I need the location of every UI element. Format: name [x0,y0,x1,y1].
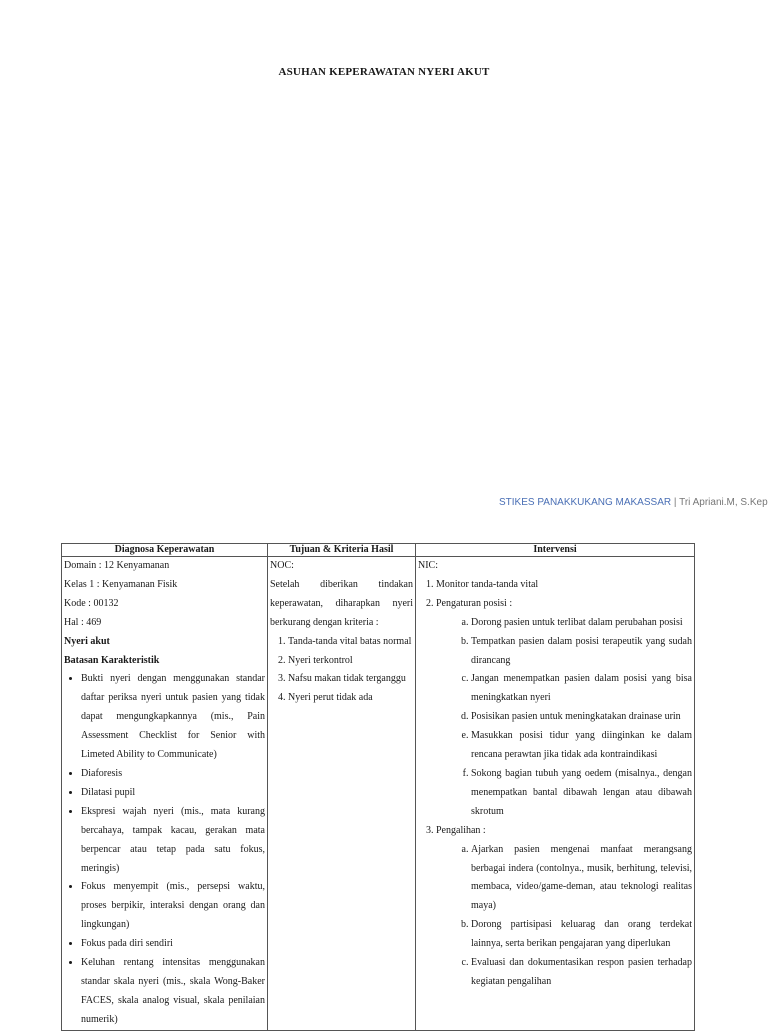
posisi-sublist [436,614,692,822]
list-item: c. Jangan menempatkan pasien dalam posisi yang bisa meningkatkan nyeri [471,670,692,708]
intervensi-item-1: Monitor tanda-tanda vital [436,578,539,590]
intervensi-item-3: Pengalihan : [436,824,486,836]
tujuan-cell [268,557,416,1031]
intervensi-item-2: Pengaturan posisi : [436,597,513,609]
list-item: a. Dorong pasien untuk terlibat dalam perubahan posisi [471,614,692,633]
list-item: 1. Tanda-tanda vital batas normal [288,633,413,652]
list-item: 4. Nyeri perut tidak ada [288,689,413,708]
list-item: • Ekspresi wajah nyeri (mis., mata kurang bercahaya, tampak kacau, gerakan mata berpencar atau tetap pada satu fokus, meringis) [81,803,265,879]
kriteria-list [270,633,413,709]
diagnosa-kode: Kode : 00132 [64,597,119,609]
list-item: 2. Nyeri terkontrol [288,652,413,671]
list-item: • Dilatasi pupil [81,784,265,803]
diagnosa-hal: Hal : 469 [64,616,102,628]
header-intervensi: Intervensi [416,544,695,557]
diagnosa-kelas: Kelas 1 : Kenyamanan Fisik [64,578,178,590]
footer-institution: STIKES PANAKKUKANG MAKASSAR [499,497,672,508]
list-item: b. Tempatkan pasien dalam posisi terapeutik yang sudah dirancang [471,633,692,671]
list-item: a. Ajarkan pasien mengenai manfaat merangsang berbagai indera (contolnya., musik, berhitung, televisi, membaca, video/game-deman, atau teknologi realitas maya) [471,841,692,917]
batasan-list [64,670,265,1029]
nic-label: NIC: [418,560,438,571]
noc-label: NOC: [270,560,294,571]
intervensi-list [418,576,692,992]
list-item: e. Masukkan posisi tidur yang diinginkan ke dalam rencana perawtan jika tidak ada kontraindikasi [471,727,692,765]
pengalihan-sublist [436,841,692,992]
diagnosa-cell [62,557,268,1031]
list-item: c. Evaluasi dan dokumentasikan respon pasien terhadap kegiatan pengalihan [471,954,692,992]
list-item: d. Posisikan pasien untuk meningkatakan drainase urin [471,708,692,727]
list-item [436,576,692,595]
list-item [436,822,692,992]
table-row [62,557,695,1031]
header-tujuan: Tujuan & Kriteria Hasil [268,544,416,557]
diagnosa-label: Nyeri akut [64,635,110,647]
care-plan-table [61,543,695,1031]
list-item: 3. Nafsu makan tidak terganggu [288,670,413,689]
list-item: • Bukti nyeri dengan menggunakan standar daftar periksa nyeri untuk pasien yang tidak dapat mengungkapkannya (mis., Pain Assessment Checklist for Senior with Limeted Ability to Communicate) [81,670,265,765]
table-header-row [62,544,695,557]
page-footer [499,497,768,508]
diagnosa-domain: Domain : 12 Kenyamanan [64,560,170,571]
document-title: ASUHAN KEPERAWATAN NYERI AKUT [278,66,490,78]
header-diagnosa: Diagnosa Keperawatan [62,544,268,557]
list-item [436,595,692,822]
list-item: • Keluhan rentang intensitas menggunakan standar skala nyeri (mis., skala Wong-Baker FACES, skala analog visual, skala penilaian numerik) [81,954,265,1030]
footer-separator: | [671,497,680,508]
footer-author: Tri Apriani.M, S.Kep [679,497,768,508]
list-item: • Diaforesis [81,765,265,784]
batasan-title: Batasan Karakteristik [64,654,160,666]
list-item: • Fokus menyempit (mis., persepsi waktu, proses berpikir, interaksi dengan orang dan lingkungan) [81,878,265,935]
list-item: • Fokus pada diri sendiri [81,935,265,954]
tujuan-intro: Setelah diberikan tindakan keperawatan, diharapkan nyeri berkurang dengan kriteria : [270,578,413,628]
intervensi-cell [416,557,695,1031]
list-item: b. Dorong partisipasi keluarag dan orang terdekat lainnya, serta berikan pengajaran yang diperlukan [471,916,692,954]
list-item: f. Sokong bagian tubuh yang oedem (misalnya., dengan menempatkan bantal dibawah lengan atau dibawah skrotum [471,765,692,822]
